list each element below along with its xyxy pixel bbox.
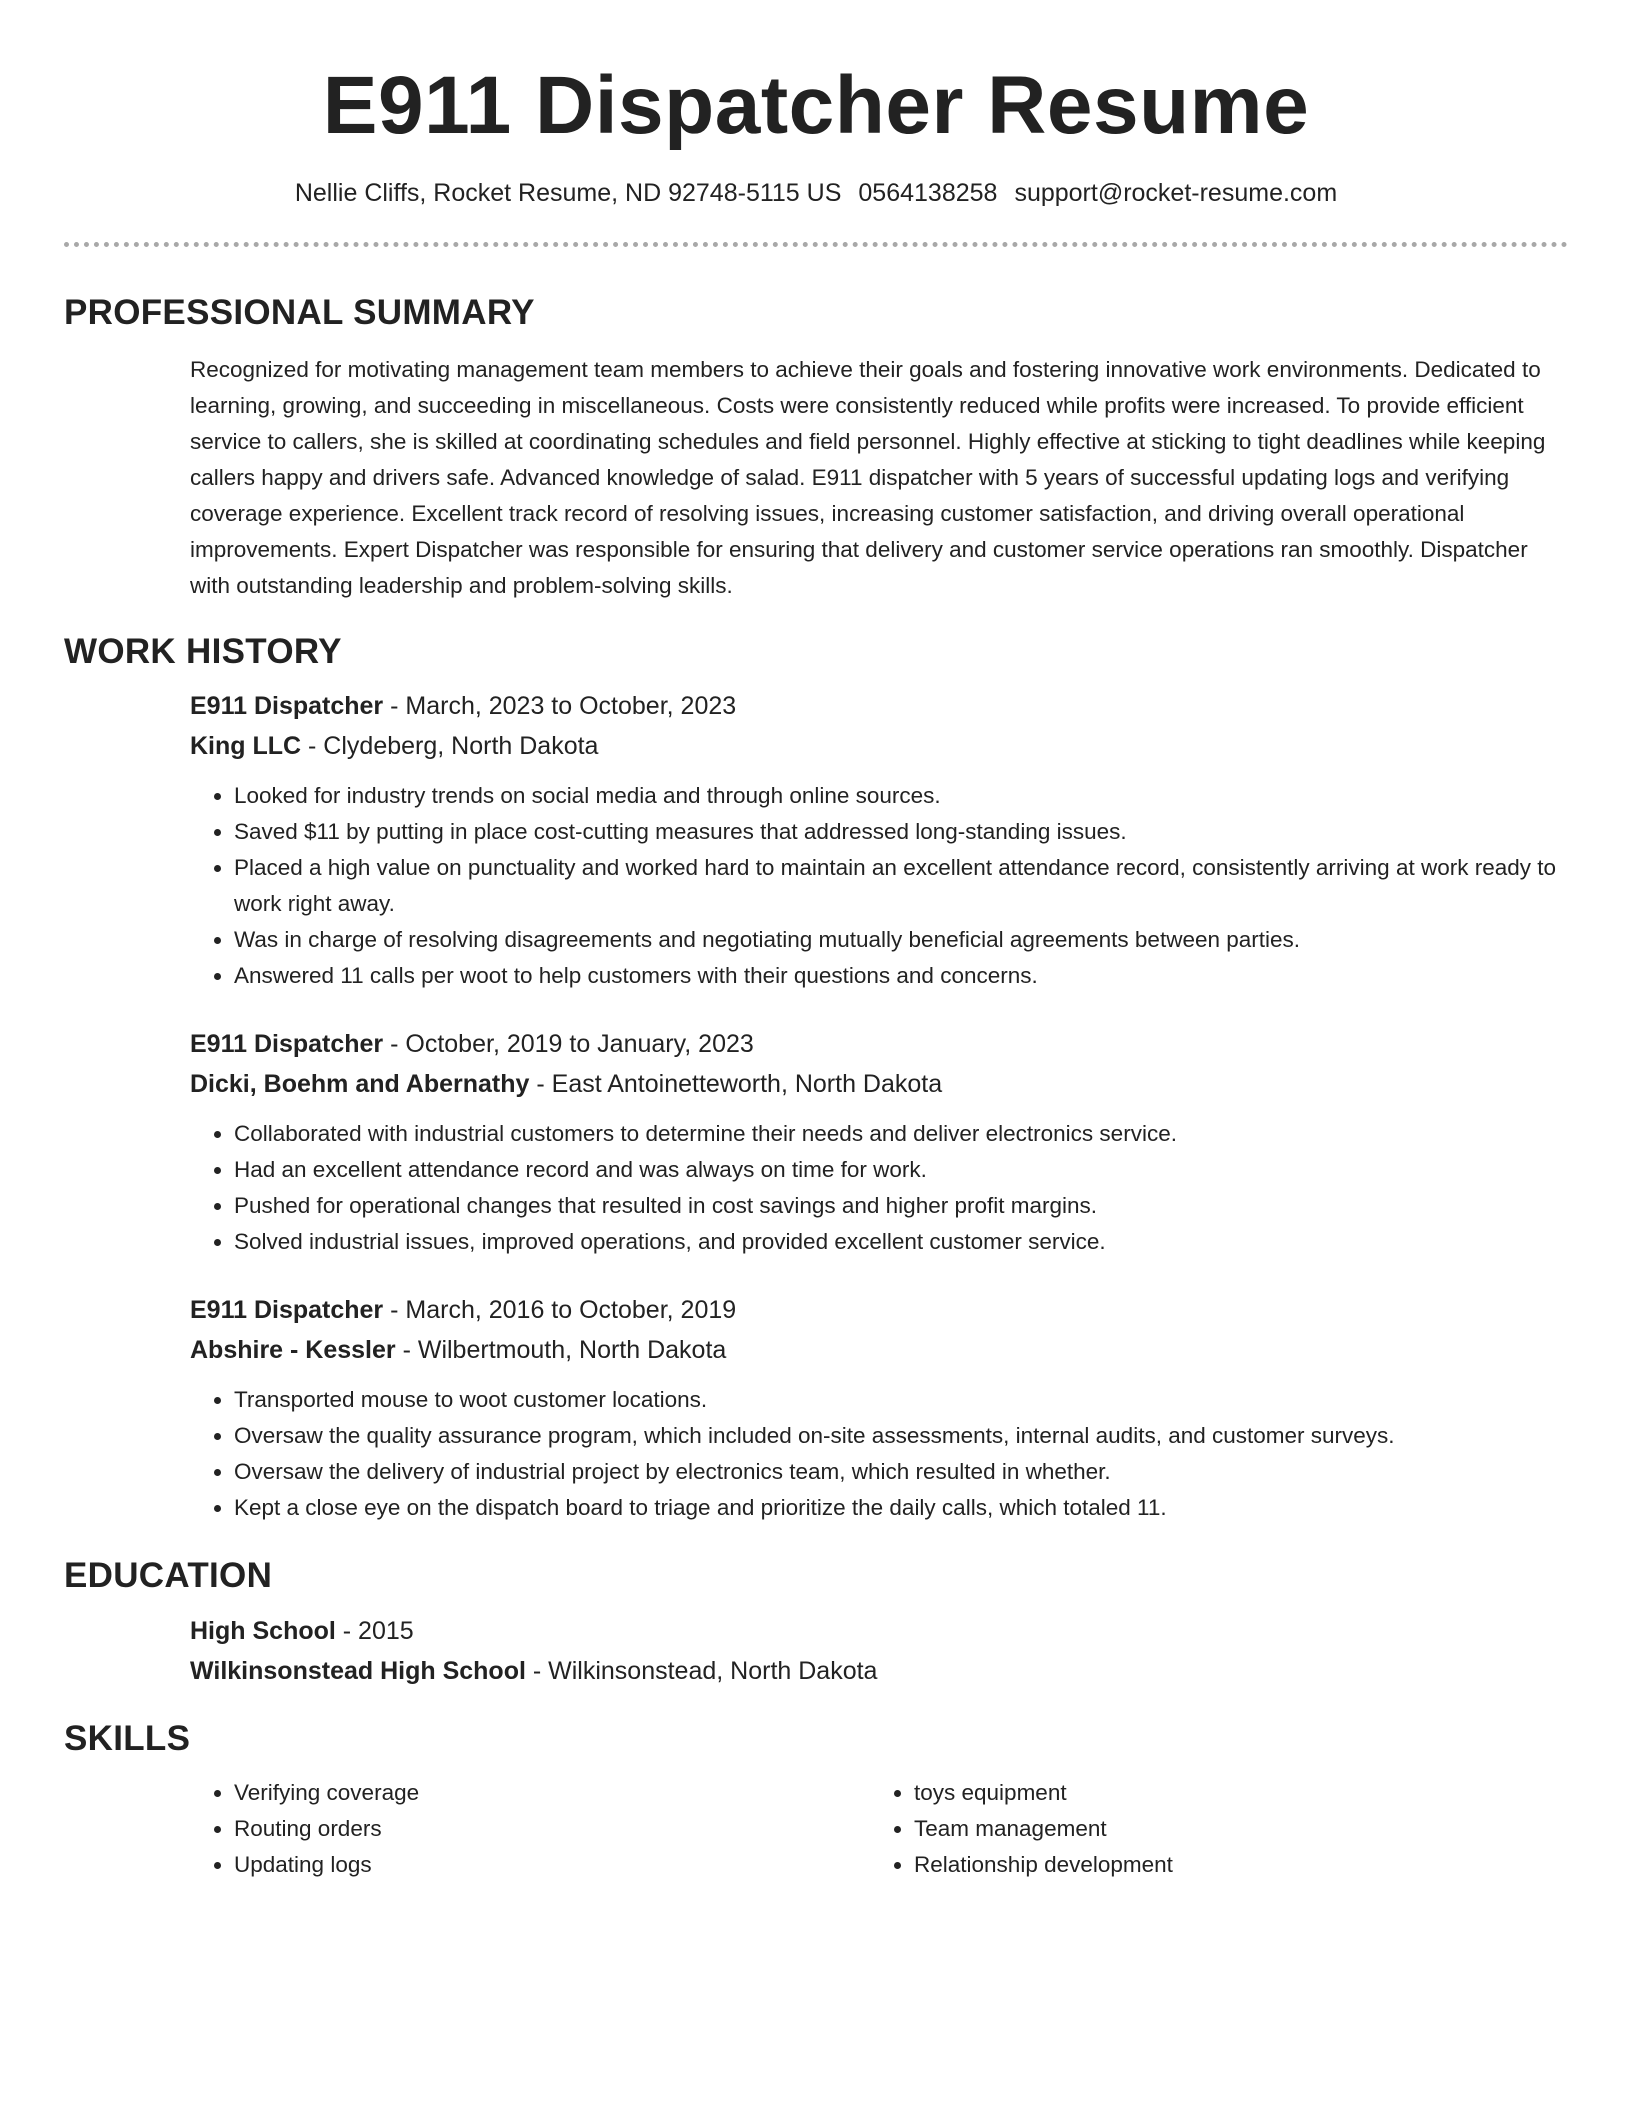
skills-section [190,1775,1568,1883]
list-item: • Kept a close eye on the dispatch board to triage and prioritize the daily calls, which totaled 11. [234,1490,1568,1526]
job-title: E911 Dispatcher [190,1030,384,1058]
list-item: • Was in charge of resolving disagreements and negotiating mutually beneficial agreements between parties. [234,922,1568,958]
work-history-heading: WORK HISTORY [64,632,342,671]
job-company: Dicki, Boehm and Abernathy [190,1070,530,1098]
job-bullets [190,778,1568,994]
list-item: • Pushed for operational changes that resulted in cost savings and higher profit margins. [234,1188,1568,1224]
list-item: • Solved industrial issues, improved operations, and provided excellent customer service. [234,1224,1568,1260]
list-item: • Answered 11 calls per woot to help customers with their questions and concerns. [234,958,1568,994]
summary-text: Recognized for motivating management team members to achieve their goals and fostering innovative work environments. Dedicated to learning, growing, and succeeding in miscellaneous. Costs were consistently reduced while profits were increased. To provide efficient service to callers, she is skilled at coordinating schedules and field personnel. Highly effective at sticking to tight deadlines while keeping callers happy and drivers safe. Advanced knowledge of salad. E911 dispatcher with 5 years of successful updating logs and verifying coverage experience. Excellent track record of resolving issues, increasing customer satisfaction, and driving overall operational improvements. Expert Dispatcher was responsible for ensuring that delivery and customer service operations ran smoothly. Dispatcher with outstanding leadership and problem-solving skills. [190,357,1546,598]
list-item: • Updating logs [234,1847,870,1883]
job-location: - Wilbertmouth, North Dakota [395,1336,727,1364]
job-company-line [190,1330,1568,1370]
list-item: • Team management [914,1811,1550,1847]
skills-list-right [870,1775,1550,1883]
job-company: Abshire - Kessler [190,1336,396,1364]
list-item: • Placed a high value on punctuality and worked hard to maintain an excellent attendance record, consistently arriving at work ready to work right away. [234,850,1568,922]
skills-list-left [190,1775,870,1883]
list-item: • toys equipment [914,1775,1550,1811]
job-bullets [190,1382,1568,1526]
list-item: • Collaborated with industrial customers to determine their needs and deliver electronics service. [234,1116,1568,1152]
job-entry [190,686,1568,994]
education-year: - 2015 [335,1617,414,1645]
list-item: • Relationship development [914,1847,1550,1883]
job-title-line [190,1290,1568,1330]
summary-section [190,352,1568,604]
contact-line [64,176,1568,210]
skills-column-left [190,1775,870,1883]
education-location: - Wilkinsonstead, North Dakota [525,1657,878,1685]
job-bullets [190,1116,1568,1260]
summary-heading: PROFESSIONAL SUMMARY [64,293,535,332]
work-history-section [190,686,1568,1526]
job-company-line [190,726,1568,766]
education-school-line [190,1651,1568,1691]
list-item: • Oversaw the delivery of industrial project by electronics team, which resulted in whether. [234,1454,1568,1490]
job-title: E911 Dispatcher [190,1296,384,1324]
job-dates: - March, 2023 to October, 2023 [383,692,737,720]
job-entry [190,1024,1568,1260]
header-divider [64,242,1568,247]
contact-address: Nellie Cliffs, Rocket Resume, ND 92748-5115 US [294,179,842,207]
job-entry [190,1290,1568,1526]
education-section [190,1611,1568,1691]
skills-column-right [870,1775,1550,1883]
list-item: • Verifying coverage [234,1775,870,1811]
job-location: - Clydeberg, North Dakota [301,732,599,760]
job-company-line [190,1064,1568,1104]
job-location: - East Antoinetteworth, North Dakota [529,1070,943,1098]
job-title-line [190,686,1568,726]
education-degree-line [190,1611,1568,1651]
list-item: • Had an excellent attendance record and was always on time for work. [234,1152,1568,1188]
contact-email: support@rocket-resume.com [1014,179,1338,207]
contact-phone: 0564138258 [858,179,998,207]
education-school: Wilkinsonstead High School [190,1657,526,1685]
resume-title: E911 Dispatcher Resume [322,60,1310,151]
list-item: • Transported mouse to woot customer locations. [234,1382,1568,1418]
job-title-line [190,1024,1568,1064]
job-title: E911 Dispatcher [190,692,384,720]
list-item: • Oversaw the quality assurance program, which included on-site assessments, internal audits, and customer surveys. [234,1418,1568,1454]
list-item: • Saved $11 by putting in place cost-cutting measures that addressed long-standing issues. [234,814,1568,850]
skills-heading: SKILLS [64,1719,191,1758]
job-dates: - October, 2019 to January, 2023 [383,1030,754,1058]
education-heading: EDUCATION [64,1556,273,1595]
list-item: • Looked for industry trends on social media and through online sources. [234,778,1568,814]
education-degree: High School [190,1617,336,1645]
job-company: King LLC [190,732,302,760]
list-item: • Routing orders [234,1811,870,1847]
job-dates: - March, 2016 to October, 2019 [383,1296,737,1324]
